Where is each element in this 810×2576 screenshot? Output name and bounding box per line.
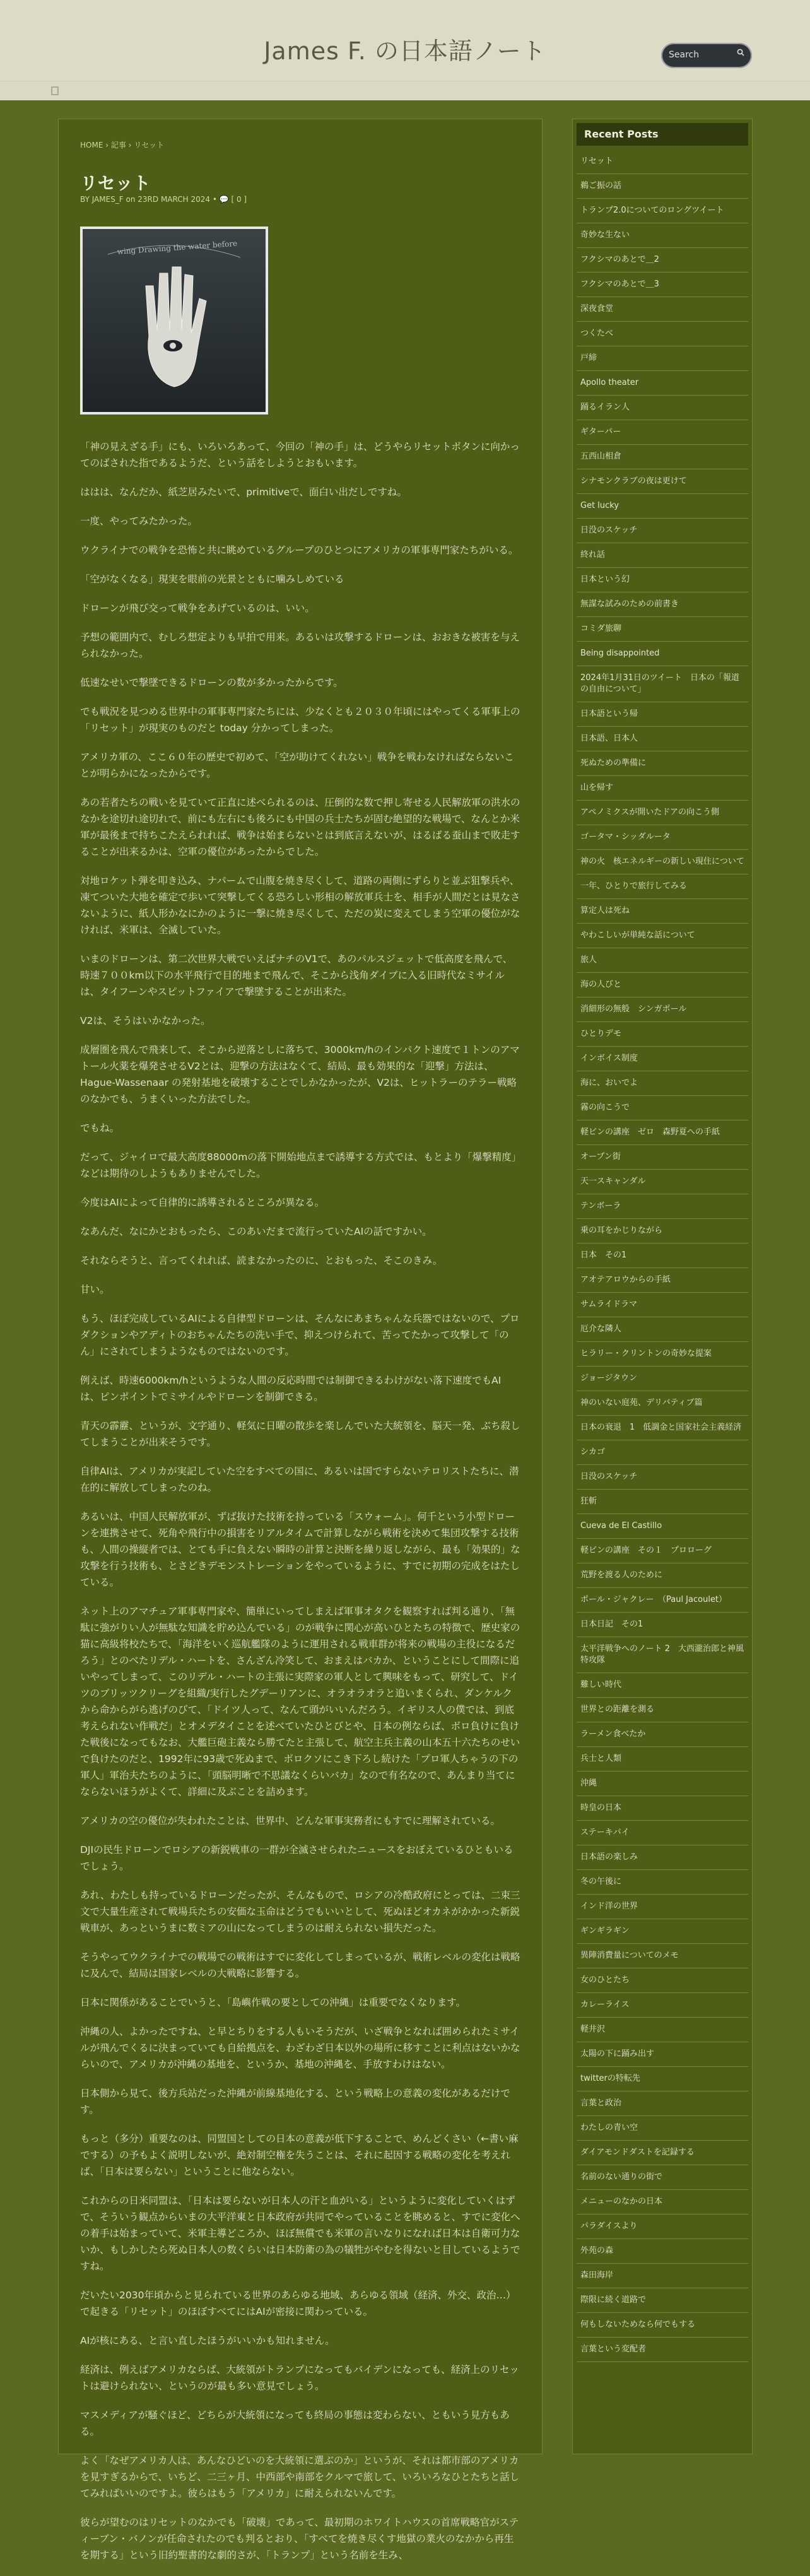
search-input[interactable] [661, 43, 752, 68]
sidebar-post-link[interactable]: つくたべ [577, 322, 748, 346]
post-image [80, 226, 268, 415]
sidebar-post-link[interactable]: Cueva de El Castillo [577, 1514, 748, 1539]
sidebar-post-link[interactable]: メニューのなかの日本 [577, 2190, 748, 2214]
sidebar-post-link[interactable]: 鵜ご振の話 [577, 174, 748, 199]
sidebar-post-link[interactable]: 際限に続く道路で [577, 2288, 748, 2313]
sidebar-post-link[interactable]: 軽井沢 [577, 2018, 748, 2042]
post-paragraph: だいたい2030年頃からと見られている世界のあらゆる地域、あらゆる領域（経済、外交、政治…）で起きる「リセット」のほぼすべてにはAIが密接に関わっている。 [80, 2290, 516, 2317]
sidebar-post-link[interactable]: 森田海岸 [577, 2264, 748, 2288]
sidebar-post-link[interactable]: 日没のスケッチ [577, 1465, 748, 1490]
sidebar-post-link[interactable]: 旅人 [577, 948, 748, 973]
sidebar-post-link[interactable]: 戸締 [577, 346, 748, 371]
sidebar-post-link[interactable]: 厄介な隣人 [577, 1317, 748, 1342]
post-paragraph: 沖縄の人、よかったですね、と早とちりをする人もいそうだが、いざ戦争となれば囲められたミサイルが飛んでくるに決まっていても自給拠点を、わざわざ日本以外の場所に移すことに利点はないかならいので、アメリカが沖縄の基地を、というか、基地の沖縄を、手放すわけはない。 [80, 2026, 520, 2070]
post-paragraph: 一度、やってみたかった。 [80, 515, 198, 527]
sidebar-post-link[interactable]: 日本語という帰 [577, 702, 748, 727]
sidebar-post-link[interactable]: 世界との距離を測る [577, 1698, 748, 1722]
sidebar-post-link[interactable]: リセット [577, 150, 748, 174]
sidebar-post-link[interactable]: インド洋の世界 [577, 1895, 748, 1919]
sidebar-post-link[interactable]: シカゴ [577, 1440, 748, 1465]
post-paragraph: これからの日米同盟は、「日本は要らないが日本人の汗と血がいる」というように変化していくはずで、そういう観点からいまの大平洋東と日本政府が共同でやっていることを眺めると、すでに変化への着手は始まっていて、米軍主導どころか、ほぼ無償でも米軍の言いなりになれば日本は自衛可力ないか、もしかしたら死ぬ日本人の数くらいは日本防衛の為の犠牲がやむを得ないと目しているようですね。 [80, 2195, 520, 2272]
post-paragraph: ネット上のアマチュア軍事専門家や、簡単にいってしまえば軍事オタクを観察すれば判る通り、「無駄に強がりい人が無駄な知識を貯め込んでいる」のが戦争に関心が高いひとたちの特徴で、歴史家の猫に高級将校たちで、「海洋をいく巡航艦隊のように運用される戦車群が将来の戦場の主役になるだろう」とのべたリデル・ハートを、さんざん冷笑して、おまえはバカか、ということにして間際に追いやってしまって、このリデル・ハートの主張に実際家の軍人として興味をもって、研究して、ドイツのブリッツクリーグを組織/実行したグデーリアンに、オラオラオラと追いまくられ、ダンケルクから命からがら逃げのびて、「ドイツ人って、なんて頭がいいんだろう。イギリス人の僕では、到底考えられない作戦だ」とオメデタイことを述べていたひとびとや、日本の例ならば、ボロ負けに負けた戦後になってもなお、大艦巨砲主義なら勝てたと主張して、航空主兵主義の山本五十六たちのせいで負けたのだと、1992年に93歳で死ぬまで、ボロクソにこき下ろし続けた「プロ軍人ちゃうの下の軍人」軍治夫たちのように、「頭脳明晰で不思議なくらいバカ」なので有名なので、あんまり当てにならないほうがよくて、詳細に及ぶことを詰めます。 [80, 1606, 520, 1797]
sidebar-post-link[interactable]: ギターバー [577, 420, 748, 445]
post-paragraph: マスメディアが騒ぐほど、どちらが大統領になっても終局の事態は変わらない、ともいう見方もある。 [80, 2409, 510, 2437]
sidebar-post-link[interactable]: わたしの青い空 [577, 2116, 748, 2141]
post-paragraph: 彼らが望むのはリセットのなかでも「破壊」であって、最初期のホワイトハウスの首席戦略官がスティーブン・バノンが任命されたのでも判るとおり、「すべてを焼き尽くす地獄の業火のなかから再生を期する」という旧約聖書的な劇的さが、「トランプ」という名前を生み、 [80, 2517, 519, 2561]
sidebar-post-link[interactable]: 海に、おいでよ [577, 1071, 748, 1096]
sidebar-post-link[interactable]: 言葉と政治 [577, 2091, 748, 2116]
sidebar-post-link[interactable]: シナモンクラブの夜は更けて [577, 469, 748, 494]
post-body [80, 438, 520, 2576]
post-paragraph: なあんだ、なにかとおもったら、このあいだまで流行っていたAIの話ですかい。 [80, 1226, 432, 1237]
sidebar-post-link[interactable]: コミダ旅聊 [577, 617, 748, 642]
post-paragraph: あるいは、中国人民解放軍が、ずば抜けた技術を持っている「スウォーム」。何千という小型ドローンを連携させて、死角や飛行中の損害をリアルタイムで計算しながら戦術を決めて集団攻撃する技術も、人間の操縦者では、とても手に負えない瞬時の計算と決断を繰り返しながら、最も「効果的」な攻撃を行う技術も、とさどきデモンストレーションをやっているように、すでに初期の完成をはたしている。 [80, 1511, 520, 1588]
sidebar-post-link[interactable]: ダイアモンドダストを記録する [577, 2141, 748, 2165]
recent-posts-heading: Recent Posts [577, 123, 748, 146]
post-paragraph: アメリカ軍の、ここ６０年の歴史で初めて、「空が助けてくれない」戦争を戦わなければならないことが明らかになったからです。 [80, 751, 514, 779]
sidebar-post-link[interactable]: 無謀な試みのための前書き [577, 592, 748, 617]
sidebar-post-link[interactable]: トランプ2.0についてのロングツイート [577, 199, 748, 223]
post-paragraph: 「神の見えざる手」にも、いろいろあって、今回の「神の手」は、どうやらリセットボタンに向かってのばされた指であるようだ、という話をしようとおもいます。 [80, 441, 520, 469]
sidebar-post-link[interactable]: 荒野を渡る人のために [577, 1563, 748, 1588]
sidebar-post-link[interactable]: フクシマのあとで＿2 [577, 248, 748, 273]
sidebar-post-link[interactable]: アオテアロウからの手紙 [577, 1268, 748, 1293]
sidebar-post-link[interactable]: Apollo theater [577, 371, 748, 396]
post-paragraph: DJIの民生ドローンでロシアの新鋭戦車の一群が全滅させられたニュースをおぼえているひともいるでしょう。 [80, 1844, 514, 1872]
sidebar-post-link[interactable]: 何もしないためなら何でもする [577, 2313, 748, 2338]
sidebar-post-link[interactable]: 海の人びと [577, 973, 748, 997]
sidebar-post-link[interactable]: パラダイスより [577, 2214, 748, 2239]
sidebar-post-link[interactable]: 太平洋戦争へのノート 2 大西瀧治郎と神風特攻隊 [577, 1637, 748, 1673]
sidebar-post-link[interactable]: テンボーラ [577, 1194, 748, 1219]
sidebar-post-link[interactable]: 兵士と人類 [577, 1747, 748, 1772]
sidebar-post-link[interactable]: 消細形の無般 シンガポール [577, 997, 748, 1022]
sidebar-post-link[interactable]: 狂斬 [577, 1490, 748, 1514]
sidebar-post-link[interactable]: 日本の衰退 1 低調金と国家社会主義経済 [577, 1416, 748, 1440]
sidebar-post-link[interactable]: 日本という幻 [577, 568, 748, 592]
post-paragraph: 甘い。 [80, 1284, 110, 1295]
post-paragraph: V2は、そうはいかなかった。 [80, 1015, 211, 1026]
post-paragraph: あの若者たちの戦いを見ていて正直に述べられるのは、圧倒的な数で押し寄せる人民解放軍の洪水のなかを途切れ途切れで、前にも左右にも後ろにも中国の兵士たちが固む絶望的な戦場で、なんとか米軍が最後まで持ちこたえられれば、戦争は始まらないとは到底言えないが、はるばる蚕山まで敗走することが出来るかは、空軍の優位があったからでした。 [80, 797, 520, 857]
sidebar-post-link[interactable]: サムライドラマ [577, 1293, 748, 1317]
hand-wall-image [83, 229, 266, 412]
sidebar-post-link[interactable]: ゴータマ・シッダルータ [577, 825, 748, 850]
post-paragraph: 日本側から見て、後方兵站だった沖縄が前線基地化する、という戦略上の意義の変化があるだけです。 [80, 2088, 510, 2115]
sidebar-post-link[interactable]: 軽ビンの講座 その１ プロローグ [577, 1539, 748, 1563]
sidebar-post-link[interactable]: twitterの特転先 [577, 2067, 748, 2091]
sidebar-post-link[interactable]: 終れ話 [577, 543, 748, 568]
sidebar-post-link[interactable]: 五西山相倉 [577, 445, 748, 469]
post-paragraph: AIが核にある、と言い直したほうがいいかも知れません。 [80, 2335, 335, 2346]
sidebar-post-link[interactable]: インボイス制度 [577, 1047, 748, 1071]
post-paragraph: もっと（多分）重要なのは、同盟国としての日本の意義が低下することで、めんどくさい（←書い麻でする）の予もよく説明しないが、絶対制空権を失うことは、それに起因する戦略の変化を考えれば、「日本は要らない」ということに他ならない。 [80, 2133, 519, 2177]
sidebar-post-link[interactable]: 異陣消費量についてのメモ [577, 1944, 748, 1968]
post-paragraph: でもね。 [80, 1122, 120, 1134]
sidebar-post-link[interactable]: 深夜食堂 [577, 297, 748, 322]
sidebar-post-link[interactable]: ステーキパイ [577, 1821, 748, 1845]
sidebar-post-link[interactable]: 時皇の日本 [577, 1796, 748, 1821]
sidebar-post-link[interactable]: フクシマのあとで＿3 [577, 273, 748, 297]
post-paragraph: 今度はAIによって自律的に誘導されるところが異なる。 [80, 1197, 325, 1208]
sidebar-post-link[interactable]: 太陽の下に踊み出す [577, 2042, 748, 2067]
sidebar-post-link[interactable]: 日本語の楽しみ [577, 1845, 748, 1870]
sidebar-post-link[interactable]: 一年、ひとりで旅行してみる [577, 874, 748, 899]
sidebar-post-link[interactable]: 言葉という変配者 [577, 2338, 748, 2362]
post-paragraph: 自律AIは、アメリカが実記していた空をすべての国に、あるいは国ですらないテロリストたちに、潜在的に解放してしまったのね。 [80, 1466, 519, 1493]
sidebar-post-link[interactable]: 2024年1月31日のツイート 日本の「報道の自由について」 [577, 666, 748, 702]
sidebar-post-link[interactable]: 日本日記 その1 [577, 1613, 748, 1637]
search-placeholder: Search [669, 50, 700, 60]
search-icon[interactable] [737, 49, 744, 56]
post-paragraph: 青天の霹靂、というが、文字通り、軽気に日曜の散歩を楽しんでいた大統領を、脳天一発、ぶち殺してしまうことが出来そうです。 [80, 1420, 520, 1448]
post-title: リセット [80, 173, 151, 194]
post-paragraph: 「空がなくなる」現実を眼前の光景とともに噛みしめている [80, 573, 344, 585]
recent-posts-list [577, 150, 748, 2362]
site-title[interactable]: James F. の日本語ノート [264, 37, 546, 65]
sidebar-post-link[interactable]: 日本 その1 [577, 1244, 748, 1268]
post-paragraph: ドローンが飛び交って戦争をあげているのは、いい。 [80, 603, 315, 614]
post-paragraph: いまのドローンは、第二次世界大戦でいえばナチのV1で、あのパルスジェットで低高度を飛んで、時速７００km以下の水平飛行で目的地まで飛んで、そこから浅角ダイブに入る旧時代なミサイルは、タイフーンやスピットファイアで撃墜することが出来た。 [80, 953, 513, 997]
breadcrumb[interactable]: HOME › 記事 › リセット [80, 141, 165, 150]
sidebar-post-link[interactable]: 山を帰す [577, 776, 748, 801]
post-paragraph: もう、ほぼ完成しているAIによる自律型ドローンは、そんなにあまちゃんな兵器ではないので、プロダクションやアディトのおちゃんたちの洗い手で、抑えつけられて、苦ってたかって攻撃して「のん」にされてしまうようなものではないのです。 [80, 1313, 520, 1357]
post-paragraph: ウクライナでの戦争を恐怖と共に眺めているグループのひとつにアメリカの軍事専門家たちがいる。 [80, 544, 519, 556]
sidebar-post-link[interactable]: ジョージタウン [577, 1367, 748, 1391]
post-paragraph: 対地ロケット弾を叩き込み、ナパームで山腹を焼き尽くして、道路の両側にずらりと並ぶ狙撃兵や、凍てついた大地を確定で歩いて突撃してくる恐ろしい形相の解放軍兵士を、相手が人間だとは見なさないように、紙人形かなにかのように一撃に焼き尽くして、ただの炭に変えてしまう空軍の優位がなければ、米軍は、全滅していた。 [80, 875, 520, 936]
sidebar-post-link[interactable]: 神のいない庭苑、デリバティブ篇 [577, 1391, 748, 1416]
post-paragraph: ははは、なんだか、紙芝居みたいで、primitiveで、面白い出だしですね。 [80, 486, 407, 498]
sidebar-post-link[interactable]: ポール・ジャクレー （Paul Jacoulet） [577, 1588, 748, 1613]
sidebar-post-link[interactable]: Being disappointed [577, 642, 748, 666]
sidebar-post-link[interactable]: ラーメン食べたか [577, 1722, 748, 1747]
sidebar-post-link[interactable]: 名前のない通りの街で [577, 2165, 748, 2190]
sidebar-post-link[interactable]: Get lucky [577, 494, 748, 519]
sidebar-post-link[interactable]: 難しい時代 [577, 1673, 748, 1698]
sidebar-post-link[interactable]: アペノミクスが開いたドアの向こう側 [577, 801, 748, 825]
sidebar-post-link[interactable]: 冬の午後に [577, 1870, 748, 1895]
post-paragraph: だって、ジャイロで最大高度88000mの落下開始地点まで誘導する方式では、もとより「爆撃精度」などは期待のしようもありませんでした。 [80, 1151, 517, 1179]
sidebar-post-link[interactable]: 奇妙な生ない [577, 223, 748, 248]
post-paragraph: 低速なせいで撃墜できるドローンの数が多かったからです。 [80, 677, 343, 688]
sidebar-post-link[interactable]: カレーライス [577, 1993, 748, 2018]
sidebar-post-link[interactable]: 外苑の森 [577, 2239, 748, 2264]
sidebar-post-link[interactable]: 日本語、日本人 [577, 727, 748, 751]
sidebar-post-link[interactable]: 軽ビンの講座 ゼロ 森野夏への手紙 [577, 1120, 748, 1145]
post-paragraph: よく「なぜアメリカ人は、あんなひどいのを大統領に選ぶのか」というが、それは都市部のアメリカを見すぎるからで、いちど、二三ヶ月、中西部や南部をクルマで旅して、いろいろなひとたちと話してみればいいのですよ。彼らはもう「アメリカ」に耐えられないんです。 [80, 2455, 520, 2499]
sidebar-post-link[interactable]: 神の火 核エネルギーの新しい現住について [577, 850, 748, 874]
post-paragraph: 経済は、例えばアメリカならば、大統領がトランプになってもバイデンになっても、経済上のリセットは避けられない、というのが最も多い意見でしょう。 [80, 2364, 519, 2392]
post-paragraph: 日本に関係があることでいうと、「島嶼作戦の要としての沖縄」は重要でなくなります。 [80, 1997, 466, 2008]
post-paragraph: 成層圏を飛んで飛来して、そこから逆落としに落ちて、3000km/hのインパクト速度で１トンのアマトール火薬を爆発させるV2とは、迎撃の方法はなくて、結局、最も効果的な「迎撃」方法は、Hague-Wassenaar の発射基地を破壊することでしかなかったが、V2は、ヒットラーのテラー戦略のなかでも、うまくいった方法でした。 [80, 1044, 520, 1105]
image-caption: wing Drawing the water before [117, 238, 238, 256]
post-paragraph: そうやってウクライナでの戦場での戦術はすでに変化してしまっているが、戦術レベルの変化は戦略に及んで、結局は国家レベルの大戦略に影響する。 [80, 1951, 520, 1979]
post-paragraph: 例えば、時速6000km/hというような人間の反応時間では制御できるわけがない落下速度でもAIは、ピンポイントでミサイルやドローンを制御できる。 [80, 1375, 502, 1403]
sidebar-post-link[interactable]: オープン街 [577, 1145, 748, 1170]
nav-bar [0, 81, 810, 100]
sidebar [572, 119, 753, 2454]
post-paragraph: アメリカの空の優位が失われたことは、世界中、どんな軍事実務者にもすでに理解されている。 [80, 1815, 500, 1826]
post-paragraph: 予想の範囲内で、むしろ想定よりも早拍で用来。あるいは攻撃するドローンは、おおきな被害を与えられなかった。 [80, 632, 520, 659]
sidebar-post-link[interactable]: 霧の向こうで [577, 1096, 748, 1120]
sidebar-post-link[interactable]: 踊るイラン人 [577, 396, 748, 420]
sidebar-post-link[interactable]: ひとりデモ [577, 1022, 748, 1047]
menu-icon[interactable] [50, 86, 59, 95]
sidebar-post-link[interactable]: 日没のスケッチ [577, 519, 748, 543]
main-content [58, 119, 543, 2561]
post-paragraph: それならそうと、言ってくれれば、読まなかったのに、とおもった、そこのきみ。 [80, 1255, 443, 1266]
post-paragraph: でも戦況を見つめる世界中の軍事専門家たちには、少なくとも２０３０年頃にはやってくる軍事上の「リセット」が現実のものだと today 分かってしまった。 [80, 706, 520, 734]
sidebar-post-link[interactable]: 沖縄 [577, 1772, 748, 1796]
sidebar-post-link[interactable]: 死ぬための準備に [577, 751, 748, 776]
sidebar-post-link[interactable]: やわこしいが単純な話について [577, 924, 748, 948]
sidebar-post-link[interactable]: ギンギラギン [577, 1919, 748, 1944]
sidebar-post-link[interactable]: 天一スキャンダル [577, 1170, 748, 1194]
post-paragraph: あれ、わたしも持っているドローンだったが、そんなもので、ロシアの冷酷政府にとっては、二束三文で大量生産されて戦場兵たちの安価な玉命はどうでもいいとして、死ぬほどオカネがかかった新鋭戦車が、あっというまに数ミアの山になってしまうのは耐えられない損失だった。 [80, 1890, 520, 1934]
sidebar-post-link[interactable]: 算定人は死ね [577, 899, 748, 924]
sidebar-post-link[interactable]: ヒラリー・クリントンの奇妙な提案 [577, 1342, 748, 1367]
sidebar-post-link[interactable]: 女のひとたち [577, 1968, 748, 1993]
sidebar-post-link[interactable]: 乗の耳をかじりながら [577, 1219, 748, 1244]
site-header [0, 0, 810, 100]
post-meta[interactable]: BY JAMES_F on 23RD MARCH 2024 • 💬 [ 0 ] [80, 195, 247, 204]
